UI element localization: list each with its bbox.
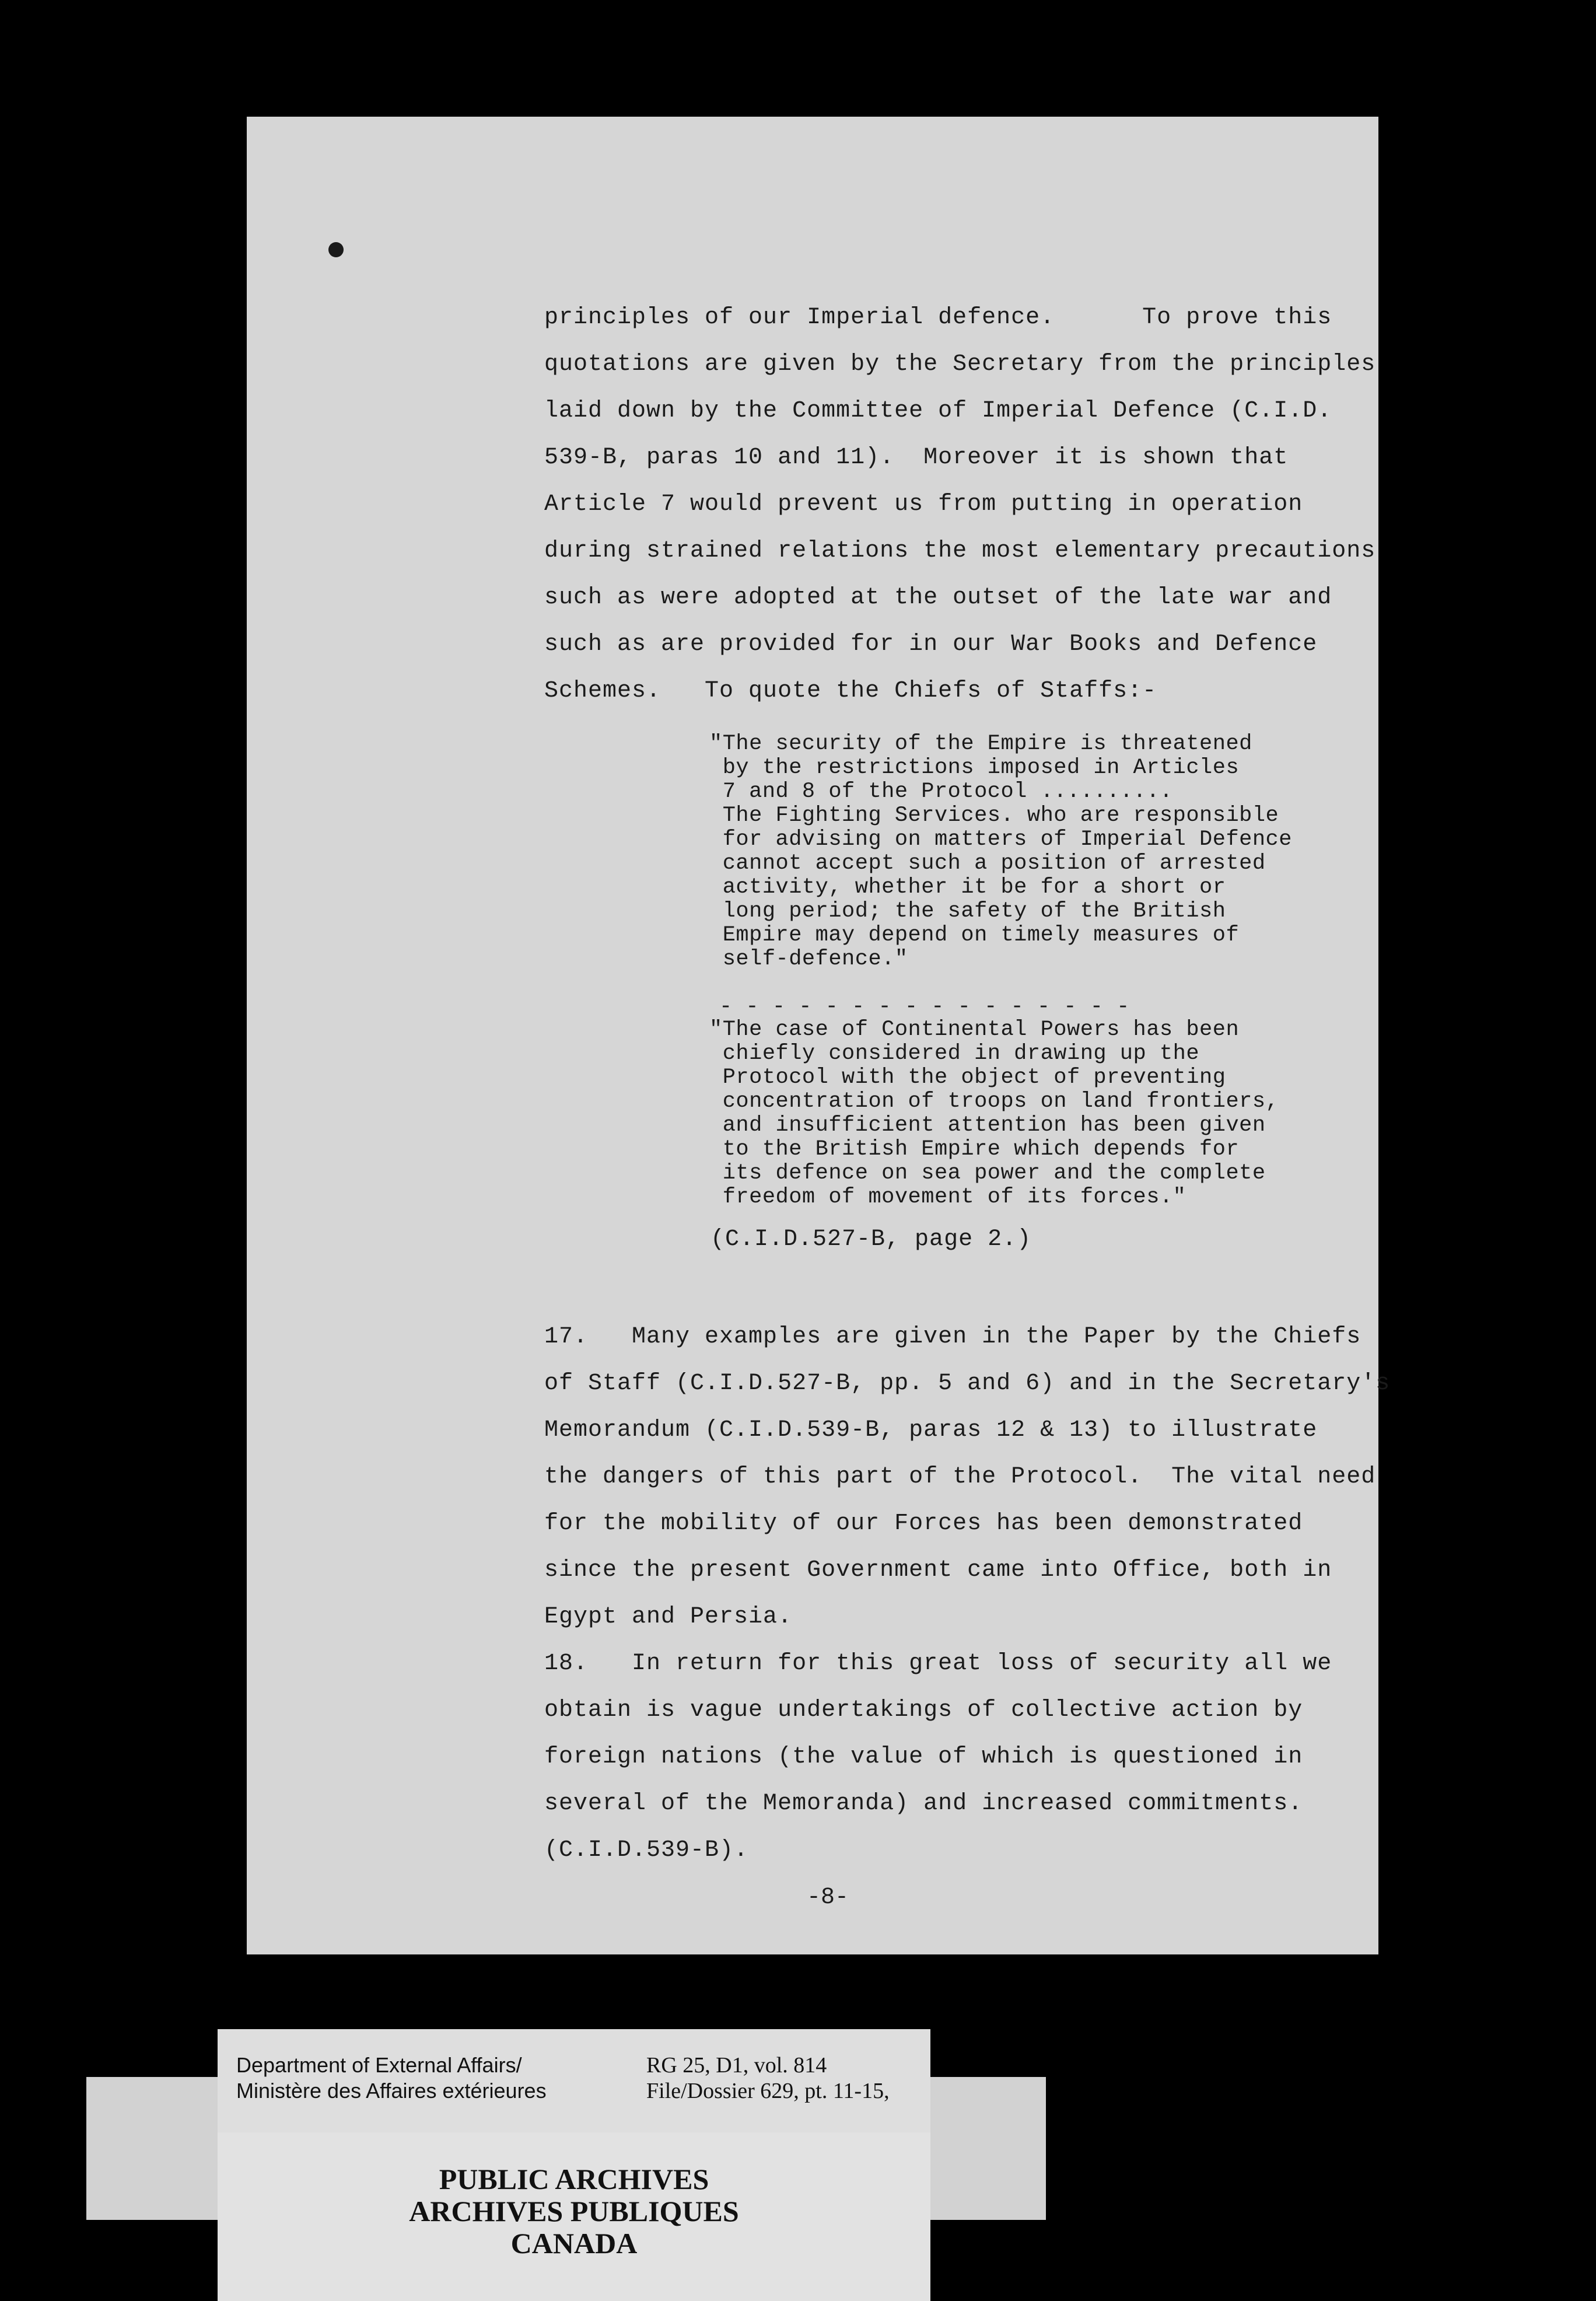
department-name bbox=[236, 2052, 547, 2104]
text-line: for the mobility of our Forces has been demonstrated bbox=[544, 1510, 1303, 1537]
citation: (C.I.D.527-B, page 2.) bbox=[710, 1226, 1032, 1253]
text-line: since the present Government came into Office, both in bbox=[544, 1557, 1332, 1583]
quote-line: Protocol with the object of preventing bbox=[709, 1065, 1226, 1090]
text-line: Schemes. To quote the Chiefs of Staffs:- bbox=[544, 678, 1157, 704]
ink-speck bbox=[328, 242, 344, 257]
quote-line: cannot accept such a position of arrested bbox=[709, 851, 1266, 876]
text-line: foreign nations (the value of which is questioned in bbox=[544, 1744, 1303, 1770]
text-line: 539-B, paras 10 and 11). Moreover it is shown that bbox=[544, 445, 1289, 471]
text-line: several of the Memoranda) and increased commitments. bbox=[544, 1791, 1303, 1817]
quote-line: long period; the safety of the British bbox=[709, 899, 1226, 924]
text-line: the dangers of this part of the Protocol. The vital need bbox=[544, 1464, 1376, 1490]
text-line: principles of our Imperial defence. To prove this bbox=[544, 305, 1332, 331]
text-line: Article 7 would prevent us from putting in operation bbox=[544, 491, 1303, 517]
quote-line: "The security of the Empire is threatened bbox=[709, 732, 1252, 756]
text-line: during strained relations the most elementary precautions bbox=[544, 538, 1376, 564]
archive-reference-label bbox=[218, 2029, 930, 2132]
quote-line: activity, whether it be for a short or bbox=[709, 875, 1226, 900]
quote-line: concentration of troops on land frontiers, bbox=[709, 1089, 1279, 1114]
quote-line: to the British Empire which depends for bbox=[709, 1137, 1240, 1162]
text-line: (C.I.D.539-B). bbox=[544, 1837, 749, 1863]
file-dossier: File/Dossier 629, pt. 11-15, bbox=[646, 2079, 890, 2103]
archives-stamp bbox=[218, 2132, 930, 2301]
quote-line: 7 and 8 of the Protocol .......... bbox=[709, 779, 1173, 804]
quote-line: The Fighting Services. who are responsible bbox=[709, 803, 1279, 828]
quote-line: "The case of Continental Powers has been bbox=[709, 1017, 1240, 1042]
text-line: of Staff (C.I.D.527-B, pp. 5 and 6) and in the Secretary's bbox=[544, 1370, 1391, 1397]
quote-line: by the restrictions imposed in Articles bbox=[709, 756, 1240, 780]
text-line: quotations are given by the Secretary from the principles bbox=[544, 351, 1376, 377]
separator: - - - - - - - - - - - - - - - - bbox=[719, 995, 1130, 1019]
text-line: Memorandum (C.I.D.539-B, paras 12 & 13) to illustrate bbox=[544, 1417, 1318, 1443]
text-line: 18. In return for this great loss of security all we bbox=[544, 1650, 1332, 1677]
stamp-line-2: ARCHIVES PUBLIQUES bbox=[409, 2195, 739, 2227]
quote-line: self-defence." bbox=[709, 947, 908, 971]
page-number: -8- bbox=[807, 1884, 849, 1911]
stamp-line-1: PUBLIC ARCHIVES bbox=[439, 2163, 709, 2195]
quote-line: for advising on matters of Imperial Defence bbox=[709, 827, 1292, 852]
document-page bbox=[247, 117, 1391, 1954]
record-group: RG 25, D1, vol. 814 bbox=[646, 2053, 827, 2078]
text-line: laid down by the Committee of Imperial Defence (C.I.D. bbox=[544, 398, 1332, 424]
quote-line: chiefly considered in drawing up the bbox=[709, 1041, 1200, 1066]
text-line: Egypt and Persia. bbox=[544, 1604, 793, 1630]
quote-line: freedom of movement of its forces." bbox=[709, 1185, 1186, 1209]
department-en: Department of External Affairs/ bbox=[236, 2053, 522, 2077]
department-fr: Ministère des Affaires extérieures bbox=[236, 2079, 547, 2103]
stamp-line-3: CANADA bbox=[510, 2227, 638, 2260]
quote-line: its defence on sea power and the complete bbox=[709, 1161, 1266, 1186]
text-line: obtain is vague undertakings of collective action by bbox=[544, 1697, 1303, 1723]
text-line: such as are provided for in our War Books and Defence bbox=[544, 631, 1318, 658]
quote-line: and insufficient attention has been given bbox=[709, 1113, 1266, 1138]
file-reference bbox=[646, 2052, 890, 2104]
text-line: such as were adopted at the outset of the late war and bbox=[544, 585, 1332, 611]
text-line: 17. Many examples are given in the Paper by the Chiefs bbox=[544, 1324, 1362, 1350]
quote-line: Empire may depend on timely measures of bbox=[709, 923, 1240, 947]
